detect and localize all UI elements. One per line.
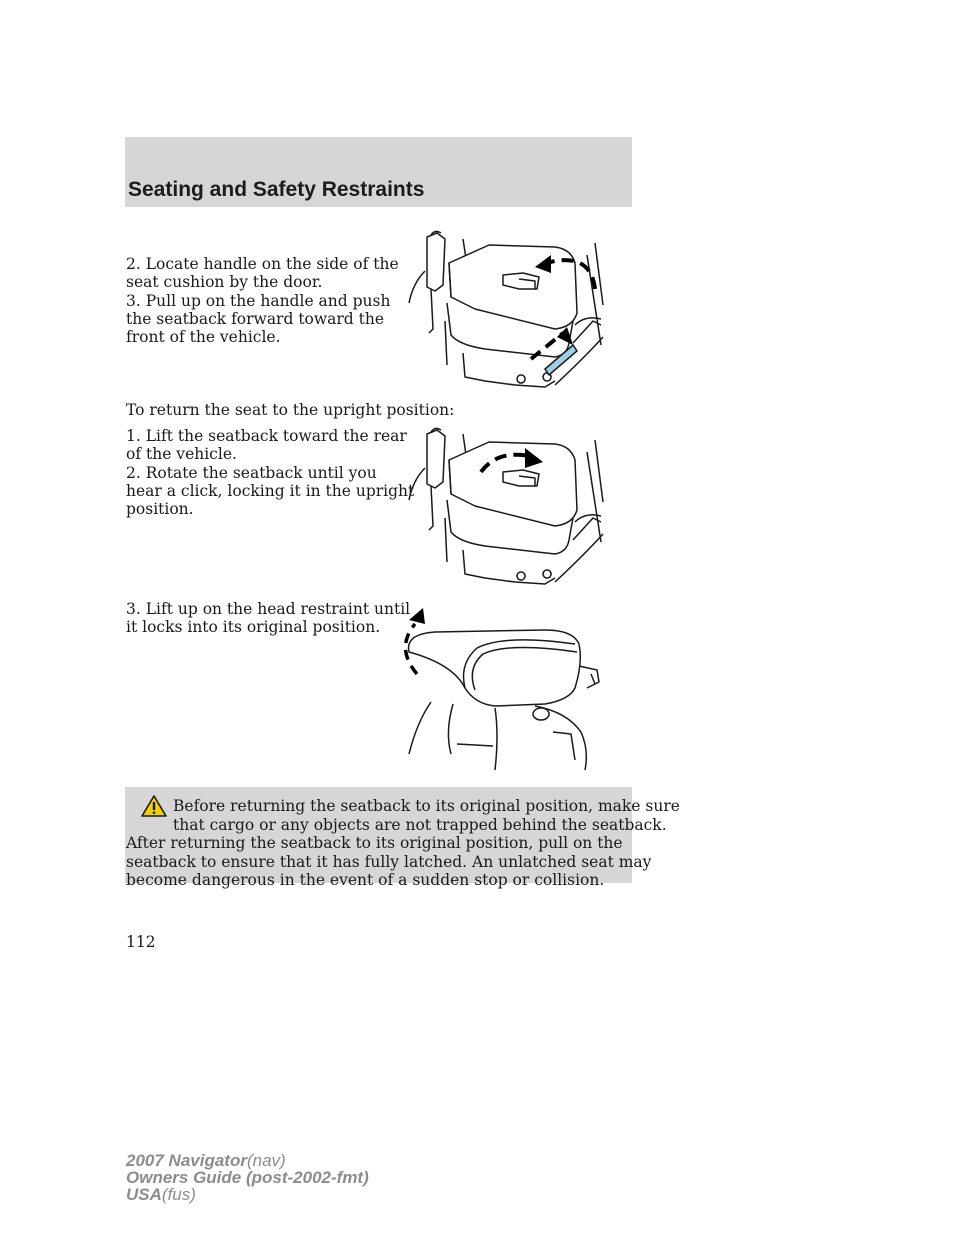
text-line: 2. Locate handle on the side of the (126, 255, 399, 273)
footer-region-row (126, 1186, 369, 1203)
text-line: position. (126, 500, 194, 518)
step-3-fold (126, 292, 390, 346)
step-3-return (126, 600, 410, 636)
footer-guide: Owners Guide (post-2002-fmt) (126, 1168, 369, 1187)
return-intro: To return the seat to the upright position: (126, 401, 455, 419)
text-line: After returning the seatback to its original position, pull on the (126, 834, 623, 852)
text-line: 1. Lift the seatback toward the rear (126, 427, 407, 445)
text-line: seat cushion by the door. (126, 273, 323, 291)
text-line: of the vehicle. (126, 445, 237, 463)
footer-region: USA (126, 1185, 162, 1204)
document-footer (126, 1152, 369, 1203)
text-line: the seatback forward toward the (126, 310, 385, 328)
text-line: that cargo or any objects are not trapped behind the seatback. (173, 815, 667, 834)
footer-model: 2007 Navigator (126, 1151, 247, 1170)
text-line: 3. Pull up on the handle and push (126, 292, 391, 310)
footer-model-row (126, 1152, 369, 1169)
text-line: seatback to ensure that it has fully latched. An unlatched seat may (126, 852, 652, 871)
warning-text (126, 797, 680, 890)
page-number: 112 (126, 933, 156, 951)
text-line: Before returning the seatback to its original position, make sure (173, 797, 680, 815)
text-line: front of the vehicle. (126, 328, 281, 346)
step-2-fold (126, 255, 399, 291)
footer-model-code: (nav) (246, 1151, 286, 1170)
release-handle (545, 345, 577, 375)
head-restraint-illustration (395, 604, 605, 774)
step-1-return (126, 427, 407, 463)
text-line: become dangerous in the event of a sudden stop or collision. (126, 871, 605, 889)
section-title: Seating and Safety Restraints (128, 178, 425, 201)
text-line: hear a click, locking it in the upright (126, 482, 415, 500)
footer-guide-row (126, 1169, 369, 1186)
text-line: it locks into its original position. (126, 618, 381, 636)
seat-upright-illustration (405, 422, 610, 587)
text-line: 2. Rotate the seatback until you (126, 464, 377, 482)
step-2-return (126, 464, 414, 518)
seat-fold-illustration (405, 225, 610, 390)
text-line: 3. Lift up on the head restraint until (126, 600, 411, 618)
footer-region-code: (fus) (161, 1185, 196, 1204)
